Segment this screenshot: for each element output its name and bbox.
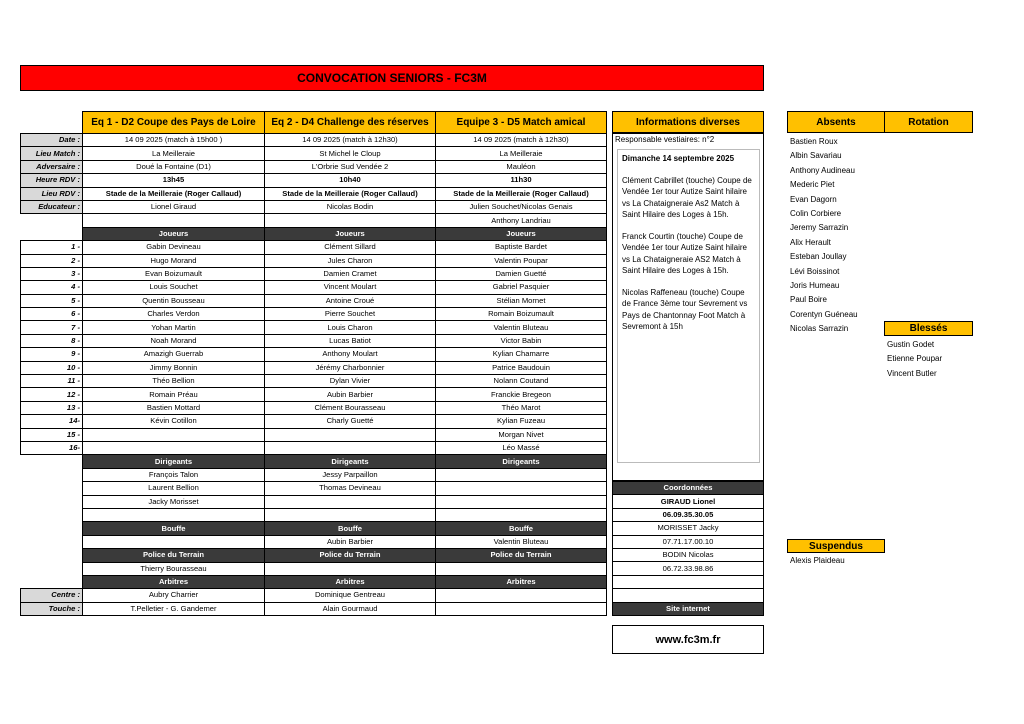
team-1-adversaire: Doué la Fontaine (D1) (83, 160, 265, 173)
table-row (21, 321, 607, 334)
dirigeant-name (436, 468, 607, 481)
table-row (21, 535, 607, 548)
table-row (21, 468, 607, 481)
label-lieu-match: Lieu Match : (21, 147, 83, 160)
table-row (21, 361, 607, 374)
table-row (21, 294, 607, 307)
team-1-lieu-rdv: Stade de la Meilleraie (Roger Callaud) (83, 187, 265, 200)
player-name: Valentin Bluteau (436, 321, 607, 334)
coord-blank (613, 589, 764, 602)
table-row (21, 227, 607, 240)
player-name: Morgan Nivet (436, 428, 607, 441)
label-centre: Centre : (21, 589, 83, 602)
team-3-date: 14 09 2025 (match à 12h30) (436, 134, 607, 147)
table-cell (21, 495, 83, 508)
table-cell (21, 482, 83, 495)
player-name: Kylian Fuzeau (436, 415, 607, 428)
team-3-educateur: Julien Souchet/Nicolas Genais (436, 200, 607, 213)
list-item: Alexis Plaideau (790, 556, 845, 565)
table-row (21, 455, 607, 468)
player-number: 2 - (21, 254, 83, 267)
player-name: Jules Charon (265, 254, 436, 267)
info-paragraph-3: Nicolas Raffeneau (touche) Coupe de France 3ème tour Sevrement vs Pays de Chantonnay Foot Match à Sevremont à 15h (622, 287, 748, 331)
info-box (617, 149, 760, 463)
table-row (21, 134, 607, 147)
table-row (21, 254, 607, 267)
player-name: Romain Préau (83, 388, 265, 401)
coord-row: 06.09.35.30.05 (613, 508, 764, 521)
player-name: Victor Babin (436, 334, 607, 347)
player-name (265, 428, 436, 441)
player-name: Nolann Coutand (436, 375, 607, 388)
team-2-lieu-rdv: Stade de la Meilleraie (Roger Callaud) (265, 187, 436, 200)
corner-blank (21, 112, 83, 134)
player-name: Gabriel Pasquier (436, 281, 607, 294)
suspendus-header: Suspendus (787, 539, 885, 553)
responsable-vestiaires: Responsable vestiaires: n°2 (615, 135, 715, 144)
table-cell (21, 549, 83, 562)
table-cell (21, 227, 83, 240)
table-row (21, 575, 607, 588)
arbitre-name: T.Pelletier - G. Gandemer (83, 602, 265, 615)
table-row (21, 348, 607, 361)
table-row (21, 508, 607, 521)
team-2-header: Eq 2 - D4 Challenge des réserves (265, 112, 436, 134)
arbitres-header: Arbitres (265, 575, 436, 588)
team-3-lieu-match: La Meilleraie (436, 147, 607, 160)
team-1-header: Eq 1 - D2 Coupe des Pays de Loire (83, 112, 265, 134)
coord-blank (613, 575, 764, 588)
arbitre-name: Aubry Charrier (83, 589, 265, 602)
label-lieu-rdv: Lieu RDV : (21, 187, 83, 200)
list-item: Alix Herault (790, 237, 831, 247)
table-row (21, 267, 607, 280)
list-item: Joris Humeau (790, 281, 840, 291)
table-row (21, 214, 607, 227)
table-row (21, 428, 607, 441)
table-cell (21, 522, 83, 535)
list-item: Jeremy Sarrazin (790, 223, 849, 233)
label-heure-rdv: Heure RDV : (21, 174, 83, 187)
dirigeant-name (436, 482, 607, 495)
player-name (83, 428, 265, 441)
team-3-adversaire: Mauléon (436, 160, 607, 173)
label-date: Date : (21, 134, 83, 147)
table-row (21, 174, 607, 187)
arbitre-name (436, 602, 607, 615)
list-item: Corentyn Guéneau (790, 309, 858, 319)
player-number: 11 - (21, 375, 83, 388)
team-3-lieu-rdv: Stade de la Meilleraie (Roger Callaud) (436, 187, 607, 200)
info-paragraph-1: Clément Cabrillet (touche) Coupe de Vendée 1er tour Autize Saint hilaire vs La Chataigneraie As2 Match à Saint Hilaire des Loges à 15h. (622, 175, 752, 219)
dirigeant-name (265, 495, 436, 508)
dirigeant-name (83, 508, 265, 521)
player-number: 3 - (21, 267, 83, 280)
dirigeants-header: Dirigeants (265, 455, 436, 468)
table-cell (21, 562, 83, 575)
player-name: Anthony Moulart (265, 348, 436, 361)
coord-row: MORISSET Jacky (613, 522, 764, 535)
team-1-date: 14 09 2025 (match à 15h00 ) (83, 134, 265, 147)
table-row (21, 281, 607, 294)
player-number: 14- (21, 415, 83, 428)
list-item: Lévi Boissinot (790, 266, 840, 276)
player-number: 6 - (21, 308, 83, 321)
police-name: Thierry Bourasseau (83, 562, 265, 575)
player-number: 12 - (21, 388, 83, 401)
table-row (21, 602, 607, 615)
team-1-lieu-match: La Meilleraie (83, 147, 265, 160)
player-name: Yohan Martin (83, 321, 265, 334)
team-2-heure-rdv: 10h40 (265, 174, 436, 187)
table-cell (21, 455, 83, 468)
police-name (265, 562, 436, 575)
list-item: Nicolas Sarrazin (790, 324, 849, 334)
player-name: Damien Guetté (436, 267, 607, 280)
team-1-educateur: Lionel Giraud (83, 200, 265, 213)
player-name: Franckie Bregeon (436, 388, 607, 401)
team-2-lieu-match: St Michel le Cloup (265, 147, 436, 160)
player-number: 8 - (21, 334, 83, 347)
team-2-adversaire: L'Orbrie Sud Vendée 2 (265, 160, 436, 173)
player-name: Romain Boizumault (436, 308, 607, 321)
coord-row: BODIN Nicolas (613, 548, 764, 561)
info-header: Informations diverses (612, 111, 764, 133)
arbitre-name: Alain Gourmaud (265, 602, 436, 615)
list-item: Vincent Butler (887, 368, 937, 378)
table-cell (21, 535, 83, 548)
arbitres-header: Arbitres (436, 575, 607, 588)
table-row (21, 388, 607, 401)
table-row (21, 147, 607, 160)
label-touche: Touche : (21, 602, 83, 615)
player-name: Dylan Vivier (265, 375, 436, 388)
joueurs-header: Joueurs (436, 227, 607, 240)
bouffe-header: Bouffe (83, 522, 265, 535)
player-number: 16- (21, 441, 83, 454)
dirigeant-name (436, 495, 607, 508)
site-url[interactable]: www.fc3m.fr (655, 633, 721, 646)
dirigeant-name (265, 508, 436, 521)
police-header: Police du Terrain (265, 549, 436, 562)
bouffe-name (83, 535, 265, 548)
rotation-header: Rotation (884, 111, 973, 133)
table-cell (21, 214, 83, 227)
list-item: Evan Dagorn (790, 194, 837, 204)
player-name (265, 441, 436, 454)
coord-row: 07.71.17.00.10 (613, 535, 764, 548)
player-number: 4 - (21, 281, 83, 294)
player-name: Aubin Barbier (265, 388, 436, 401)
blesses-header: Blessés (884, 321, 973, 336)
list-item: Esteban Joullay (790, 252, 847, 262)
player-name: Théo Marot (436, 401, 607, 414)
team-2-date: 14 09 2025 (match à 12h30) (265, 134, 436, 147)
list-item: Anthony Audineau (790, 165, 855, 175)
main-table (20, 111, 607, 616)
dirigeant-name: Jessy Parpaillon (265, 468, 436, 481)
bouffe-name: Aubin Barbier (265, 535, 436, 548)
player-name: Quentin Bousseau (83, 294, 265, 307)
info-paragraph-2: Franck Courtin (touche) Coupe de Vendée 1er tour Autize Saint hilaire vs La Chataigneraie AS2 Match à Saint Hilaire des Loges à 15h. (622, 231, 747, 275)
police-header: Police du Terrain (436, 549, 607, 562)
table-row (21, 482, 607, 495)
player-name: Vincent Moulart (265, 281, 436, 294)
player-name: Gabin Devineau (83, 241, 265, 254)
list-item: Etienne Poupar (887, 354, 943, 364)
team-1-heure-rdv: 13h45 (83, 174, 265, 187)
site-url-box (612, 625, 764, 654)
dirigeant-name: François Talon (83, 468, 265, 481)
coordonnees-table (612, 481, 764, 616)
list-item: Colin Corbiere (790, 209, 842, 219)
player-name: Théo Bellion (83, 375, 265, 388)
table-row (21, 562, 607, 575)
label-adversaire: Adversaire : (21, 160, 83, 173)
player-name: Clément Sillard (265, 241, 436, 254)
label-educateur: Educateur : (21, 200, 83, 213)
table-row (21, 415, 607, 428)
table-row (21, 112, 607, 134)
dirigeants-header: Dirigeants (83, 455, 265, 468)
arbitres-header: Arbitres (83, 575, 265, 588)
dirigeant-name: Laurent Bellion (83, 482, 265, 495)
blesses-list (887, 338, 942, 381)
player-name: Pierre Souchet (265, 308, 436, 321)
player-name: Hugo Morand (83, 254, 265, 267)
absents-header: Absents (787, 111, 885, 133)
coord-row: GIRAUD Lionel (613, 495, 764, 508)
site-header: Site internet (613, 602, 764, 615)
player-name: Antoine Croué (265, 294, 436, 307)
table-row (21, 187, 607, 200)
page-title: CONVOCATION SENIORS - FC3M (20, 65, 764, 91)
player-name: Damien Cramet (265, 267, 436, 280)
list-item: Paul Boire (790, 295, 827, 305)
dirigeant-name: Jacky Morisset (83, 495, 265, 508)
list-item: Albin Savariau (790, 151, 842, 161)
table-row (21, 241, 607, 254)
player-name: Valentin Poupar (436, 254, 607, 267)
table-row (21, 200, 607, 213)
table-row (21, 334, 607, 347)
team-3-educateur-2: Anthony Landriau (436, 214, 607, 227)
arbitre-name: Dominique Gentreau (265, 589, 436, 602)
bouffe-header: Bouffe (265, 522, 436, 535)
team-3-header: Equipe 3 - D5 Match amical (436, 112, 607, 134)
table-cell (21, 575, 83, 588)
joueurs-header: Joueurs (265, 227, 436, 240)
table-cell (21, 508, 83, 521)
table-cell (21, 468, 83, 481)
info-date: Dimanche 14 septembre 2025 (622, 154, 735, 163)
player-name: Amazigh Guerrab (83, 348, 265, 361)
police-name (436, 562, 607, 575)
table-cell (265, 214, 436, 227)
player-name: Baptiste Bardet (436, 241, 607, 254)
table-row (21, 308, 607, 321)
player-name: Jimmy Bonnin (83, 361, 265, 374)
table-row (21, 522, 607, 535)
table-row (21, 441, 607, 454)
player-name: Bastien Mottard (83, 401, 265, 414)
player-number: 10 - (21, 361, 83, 374)
player-name: Léo Massé (436, 441, 607, 454)
table-cell (83, 214, 265, 227)
suspendus-list (790, 554, 845, 568)
player-name: Charles Verdon (83, 308, 265, 321)
player-name: Jérémy Charbonnier (265, 361, 436, 374)
coord-row: 06.72.33.98.86 (613, 562, 764, 575)
player-name: Kylian Chamarre (436, 348, 607, 361)
bouffe-header: Bouffe (436, 522, 607, 535)
dirigeant-name: Thomas Devineau (265, 482, 436, 495)
table-row (21, 160, 607, 173)
player-number: 5 - (21, 294, 83, 307)
player-number: 1 - (21, 241, 83, 254)
player-name: Louis Charon (265, 321, 436, 334)
player-name: Evan Boizumault (83, 267, 265, 280)
player-name: Kévin Cotillon (83, 415, 265, 428)
arbitre-name (436, 589, 607, 602)
list-item: Bastien Roux (790, 137, 838, 146)
absents-list (790, 135, 858, 337)
dirigeant-name (436, 508, 607, 521)
player-name: Noah Morand (83, 334, 265, 347)
player-name: Patrice Baudouin (436, 361, 607, 374)
player-name (83, 441, 265, 454)
player-number: 15 - (21, 428, 83, 441)
player-number: 9 - (21, 348, 83, 361)
player-name: Lucas Batiot (265, 334, 436, 347)
player-number: 7 - (21, 321, 83, 334)
player-name: Louis Souchet (83, 281, 265, 294)
police-header: Police du Terrain (83, 549, 265, 562)
player-name: Stélian Mornet (436, 294, 607, 307)
table-row (21, 589, 607, 602)
player-name: Charly Guetté (265, 415, 436, 428)
table-row (21, 375, 607, 388)
list-item: Mederic Piet (790, 180, 835, 190)
dirigeants-header: Dirigeants (436, 455, 607, 468)
joueurs-header: Joueurs (83, 227, 265, 240)
list-item: Gustin Godet (887, 340, 935, 349)
coordonnees-header: Coordonnées (613, 482, 764, 495)
bouffe-name: Valentin Bluteau (436, 535, 607, 548)
player-name: Clément Bourasseau (265, 401, 436, 414)
team-2-educateur: Nicolas Bodin (265, 200, 436, 213)
table-row (21, 495, 607, 508)
table-row (21, 549, 607, 562)
table-row (21, 401, 607, 414)
team-3-heure-rdv: 11h30 (436, 174, 607, 187)
player-number: 13 - (21, 401, 83, 414)
